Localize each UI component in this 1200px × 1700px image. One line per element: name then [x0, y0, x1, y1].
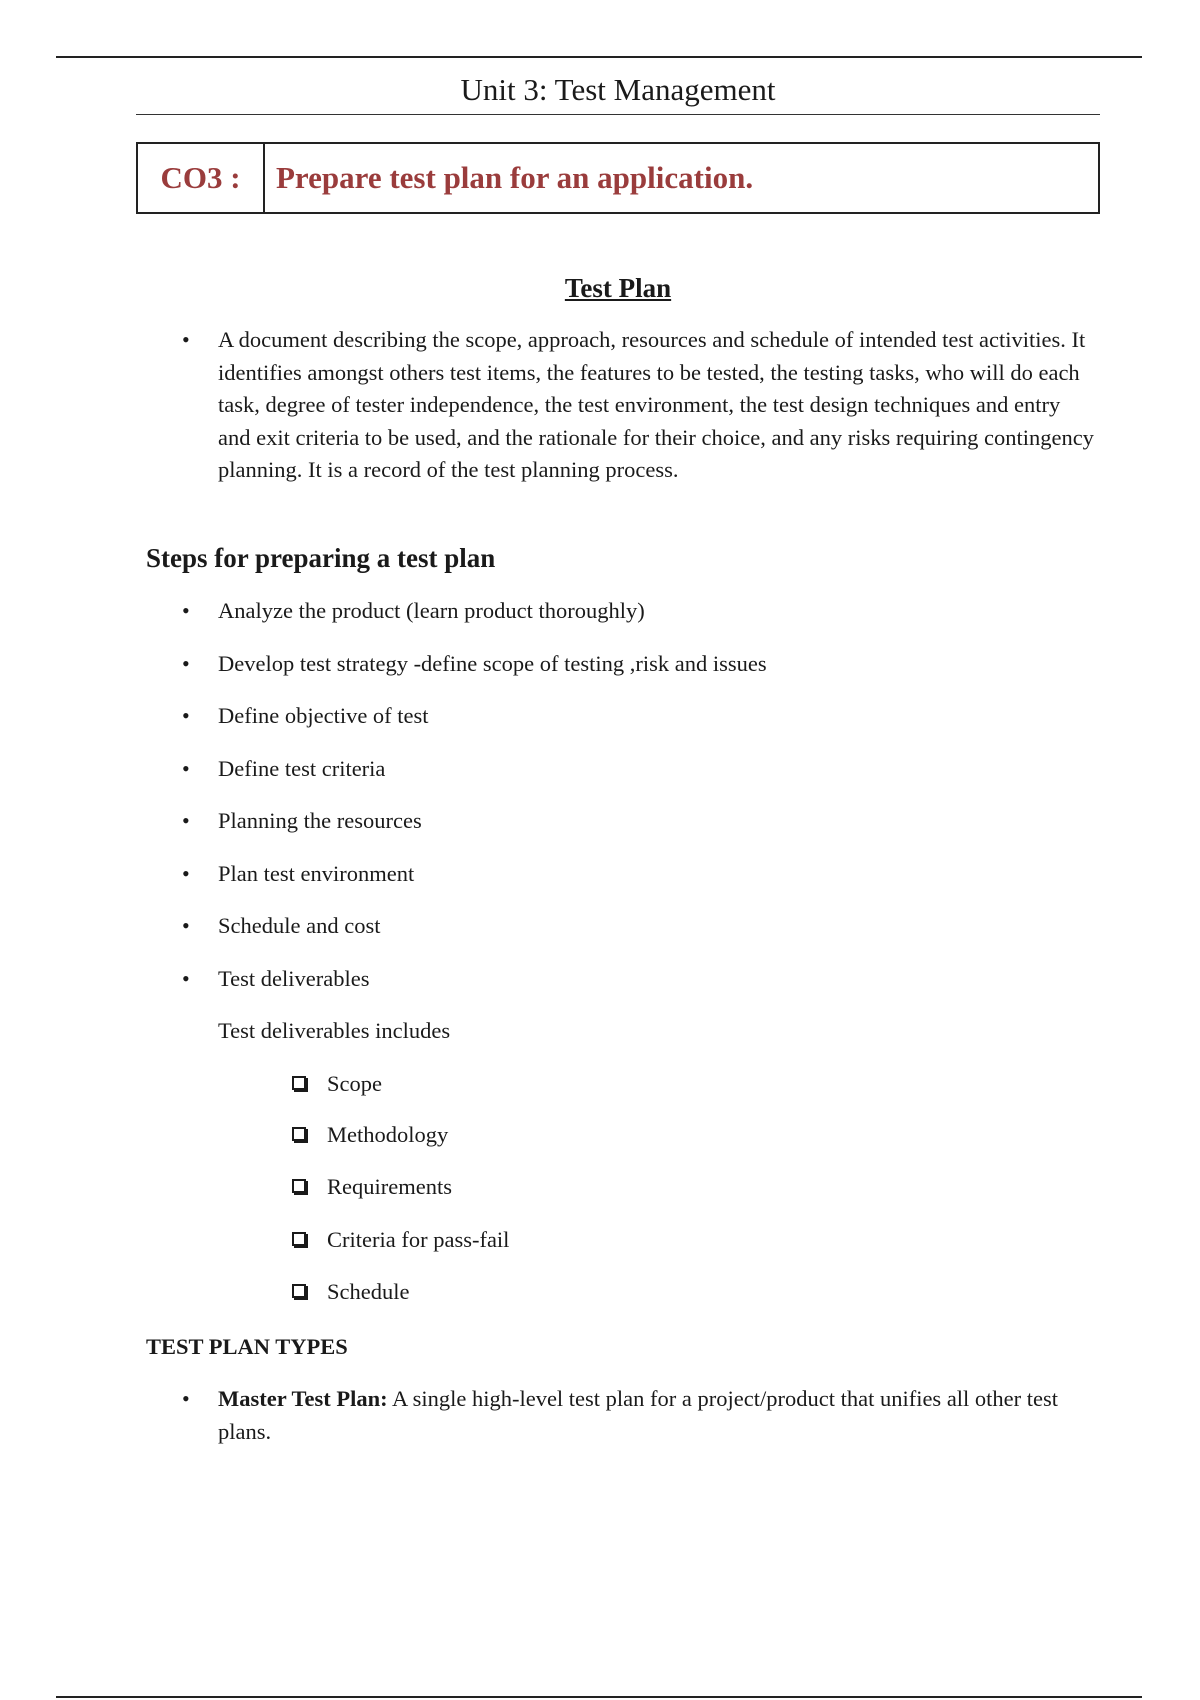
test-plan-heading: Test Plan — [564, 273, 672, 303]
list-item: Plan test environment — [218, 861, 415, 886]
deliverable-item: Methodology — [327, 1122, 449, 1147]
checkbox-icon — [292, 1284, 306, 1298]
course-outcome-code: CO3 : — [138, 144, 265, 212]
unit-title: Unit 3: Test Management — [460, 72, 776, 107]
list-item: Develop test strategy -define scope of testing ,risk and issues — [218, 651, 767, 676]
test-plan-definition: A document describing the scope, approach, resources and schedule of intended test activities. It identifies amongst others test items, the features to be tested, the testing tasks, who will do each task, degree of tester independence, the test environment, the test design techniques and entry and exit criteria to be used, and the rationale for their choice, and any risks requiring contingency planning. It is a record of the test planning process. — [218, 327, 1094, 482]
page-bottom-rule — [56, 1696, 1142, 1698]
list-item: Define objective of test — [218, 703, 429, 728]
deliverable-item: Requirements — [327, 1174, 452, 1199]
list-item: Define test criteria — [218, 756, 386, 781]
bullet-icon: • — [182, 808, 190, 833]
course-outcome-box — [136, 142, 1100, 214]
master-test-plan-label: Master Test Plan: — [218, 1386, 388, 1411]
checkbox-icon — [292, 1076, 306, 1090]
deliverable-item: Criteria for pass-fail — [327, 1227, 510, 1252]
list-item: Schedule and cost — [218, 913, 381, 938]
checkbox-icon — [292, 1127, 306, 1141]
bullet-icon: • — [182, 703, 190, 728]
steps-heading: Steps for preparing a test plan — [146, 543, 496, 573]
test-plan-types-heading: TEST PLAN TYPES — [146, 1334, 348, 1359]
bullet-icon: • — [182, 861, 190, 886]
bullet-icon: • — [182, 598, 190, 623]
checkbox-icon — [292, 1179, 306, 1193]
master-test-plan-item — [218, 1383, 1098, 1448]
bullet-icon: • — [182, 966, 190, 991]
list-item: Planning the resources — [218, 808, 422, 833]
page-top-rule — [56, 56, 1142, 58]
bullet-icon: • — [182, 756, 190, 781]
bullet-icon: • — [182, 913, 190, 938]
checkbox-icon — [292, 1232, 306, 1246]
list-item: Test deliverables — [218, 966, 370, 991]
deliverable-item: Schedule — [327, 1279, 410, 1304]
master-test-plan-text: A single high-level test plan for a project/product that unifies all other test plans. — [218, 1386, 1059, 1444]
bullet-icon: • — [182, 1386, 190, 1411]
bullet-icon: • — [182, 651, 190, 676]
list-item: Analyze the product (learn product thoroughly) — [218, 598, 645, 623]
unit-title-rule — [136, 114, 1100, 115]
course-outcome-text: Prepare test plan for an application. — [276, 160, 754, 195]
deliverable-item: Scope — [327, 1071, 382, 1096]
bullet-icon: • — [182, 327, 190, 352]
deliverables-intro: Test deliverables includes — [218, 1018, 451, 1043]
